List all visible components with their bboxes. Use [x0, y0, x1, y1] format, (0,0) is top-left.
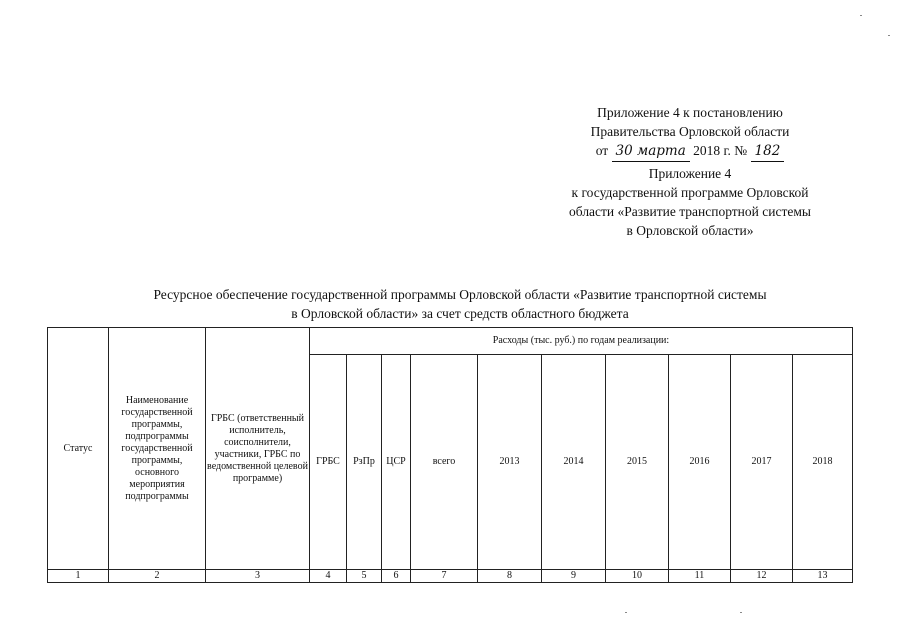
- handwritten-number: 182: [751, 142, 785, 162]
- date-suffix: 2018 г. №: [693, 143, 748, 158]
- header-expenses-group: Расходы (тыс. руб.) по годам реализации:: [310, 328, 853, 355]
- scan-speck: [625, 612, 627, 613]
- appendix-line-5: к государственной программе Орловской: [571, 185, 809, 200]
- appendix-date-line: [520, 141, 860, 162]
- header-year-2013: 2013: [478, 355, 542, 570]
- header-total: всего: [411, 355, 478, 570]
- header-status: Статус: [48, 328, 109, 570]
- appendix-line-7: в Орловской области»: [626, 223, 754, 238]
- title-line-2: в Орловской области» за счет средств областного бюджета: [291, 306, 629, 321]
- column-number: 2: [109, 570, 206, 583]
- appendix-line-4: Приложение 4: [648, 166, 732, 181]
- resource-table: [47, 327, 853, 583]
- scan-speck: [888, 35, 890, 36]
- document-title: [60, 285, 860, 323]
- appendix-header: [520, 103, 860, 240]
- column-number: 8: [478, 570, 542, 583]
- header-grbs: ГРБС: [310, 355, 347, 570]
- header-grbs-executor: ГРБС (ответственный исполнитель, соисполнители, участники, ГРБС по ведомственной целевой программе): [206, 328, 310, 570]
- header-program-name: Наименование государственной программы, подпрограммы государственной программы, основного мероприятия подпрограммы: [109, 328, 206, 570]
- column-number: 5: [347, 570, 382, 583]
- column-number: 9: [542, 570, 606, 583]
- scan-speck: [740, 612, 742, 613]
- header-rzpr: РзПр: [347, 355, 382, 570]
- header-year-2017: 2017: [731, 355, 793, 570]
- scan-speck: [860, 15, 862, 16]
- column-number: 13: [793, 570, 853, 583]
- column-number: 3: [206, 570, 310, 583]
- column-number: 10: [606, 570, 669, 583]
- column-number: 6: [382, 570, 411, 583]
- appendix-line-2: Правительства Орловской области: [590, 124, 790, 139]
- header-row-1: [48, 328, 853, 355]
- header-csr: ЦСР: [382, 355, 411, 570]
- header-year-2015: 2015: [606, 355, 669, 570]
- title-line-1: Ресурсное обеспечение государственной программы Орловской области «Развитие транспортной системы: [153, 287, 767, 302]
- header-year-2018: 2018: [793, 355, 853, 570]
- header-year-2014: 2014: [542, 355, 606, 570]
- column-number: 1: [48, 570, 109, 583]
- column-number: 11: [669, 570, 731, 583]
- column-number: 7: [411, 570, 478, 583]
- program-reference: [520, 164, 860, 240]
- column-number-row: [48, 570, 853, 583]
- appendix-line-6: области «Развитие транспортной системы: [569, 204, 811, 219]
- column-number: 12: [731, 570, 793, 583]
- header-year-2016: 2016: [669, 355, 731, 570]
- column-number: 4: [310, 570, 347, 583]
- appendix-line-1: Приложение 4 к постановлению: [597, 105, 783, 120]
- date-prefix: от: [595, 143, 609, 158]
- handwritten-date: 30 марта: [612, 142, 690, 162]
